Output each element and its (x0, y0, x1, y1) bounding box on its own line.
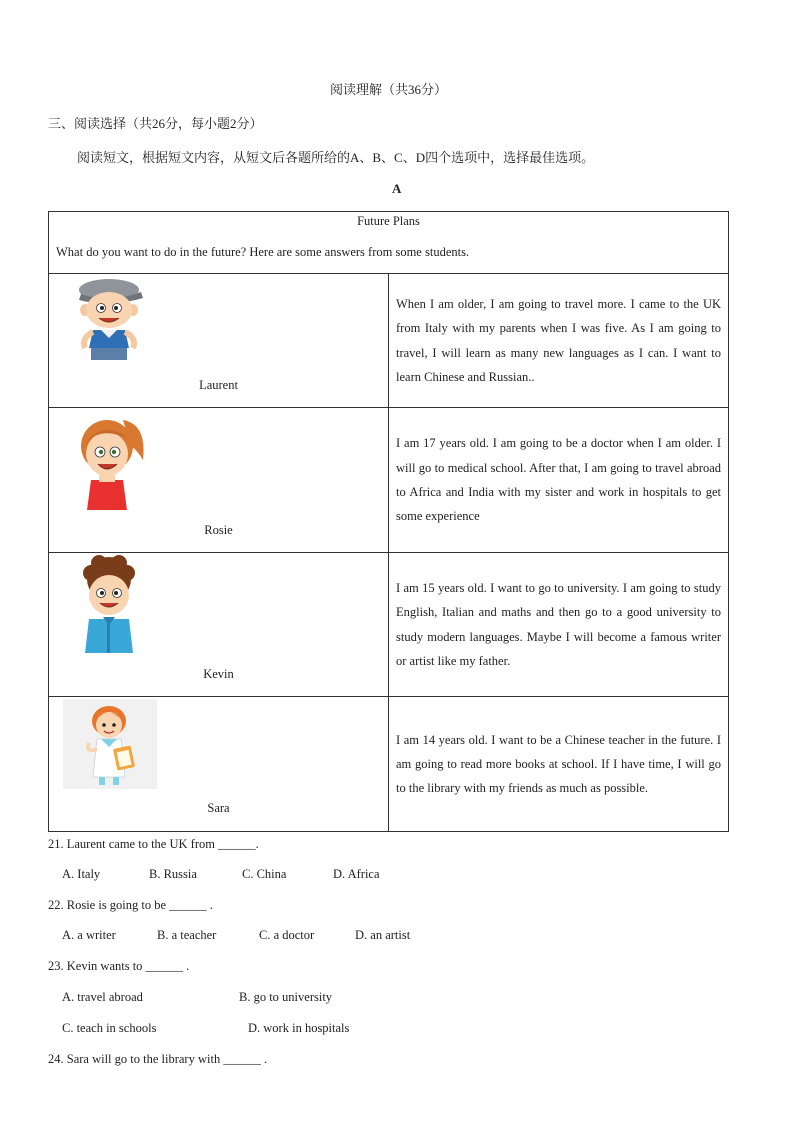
avatar-cell (49, 697, 389, 832)
student-answer: When I am older, I am going to travel more. I came to the UK from Italy with my parents when I was five. As I am going to travel, I will learn as many new languages as I can. I want to learn Chinese and Russian.. (389, 274, 729, 408)
section-title: 阅读理解（共36分） (330, 82, 448, 97)
avatar-cell (49, 553, 389, 697)
future-plans-table (48, 211, 729, 832)
table-row (49, 553, 729, 697)
student-answer: I am 17 years old. I am going to be a doctor when I am older. I will go to medical school. After that, I am going to travel abroad to Africa and India with my sister and work in hospitals to get some experience (389, 408, 729, 553)
option-21-d: D. Africa (333, 867, 380, 881)
option-22-d: D. an artist (355, 928, 411, 942)
option-21-b: B. Russia (149, 867, 197, 881)
student-answer: I am 15 years old. I want to go to university. I am going to study English, Italian and maths and then go to a good university to study modern languages. Maybe I will become a famous writer or artist like my father. (389, 553, 729, 697)
student-name: Laurent (199, 378, 238, 392)
boy-curly-avatar-icon (69, 555, 149, 653)
option-22-b: B. a teacher (157, 928, 217, 942)
question-21: 21. Laurent came to the UK from ______. (48, 837, 259, 851)
boy-cap-avatar-icon (69, 276, 149, 366)
table-title: Future Plans (357, 214, 420, 228)
option-21-c: C. China (242, 867, 287, 881)
student-name: Sara (207, 801, 230, 815)
question-22: 22. Rosie is going to be ______ . (48, 898, 213, 912)
part-heading: 三、阅读选择（共26分，每小题2分） (48, 116, 263, 131)
student-name: Kevin (203, 667, 234, 681)
table-row (49, 697, 729, 832)
avatar-cell (49, 274, 389, 408)
option-23-d: D. work in hospitals (248, 1021, 350, 1035)
table-row (49, 408, 729, 553)
student-answer: I am 14 years old. I want to be a Chinese teacher in the future. I am going to read more books at school. If I have time, I will go to the library with my friends as much as possible. (389, 697, 729, 832)
option-22-a: A. a writer (62, 928, 116, 942)
table-row (49, 274, 729, 408)
table-header (49, 212, 729, 274)
option-23-a: A. travel abroad (62, 990, 143, 1004)
student-name: Rosie (204, 523, 233, 537)
question-24: 24. Sara will go to the library with ______ . (48, 1052, 268, 1066)
question-23: 23. Kevin wants to ______ . (48, 959, 190, 973)
girl-ponytail-avatar-icon (69, 410, 149, 510)
option-23-c: C. teach in schools (62, 1021, 157, 1035)
option-23-b: B. go to university (239, 990, 333, 1004)
option-21-a: A. Italy (62, 867, 101, 881)
option-22-c: C. a doctor (259, 928, 315, 942)
instructions: 阅读短文，根据短文内容，从短文后各题所给的A、B、C、D四个选项中，选择最佳选项。 (77, 150, 595, 165)
avatar-cell (49, 408, 389, 553)
table-question: What do you want to do in the future? Here are some answers from some students. (56, 245, 470, 259)
girl-clipboard-avatar-icon (63, 699, 157, 789)
passage-label: A (392, 181, 402, 196)
